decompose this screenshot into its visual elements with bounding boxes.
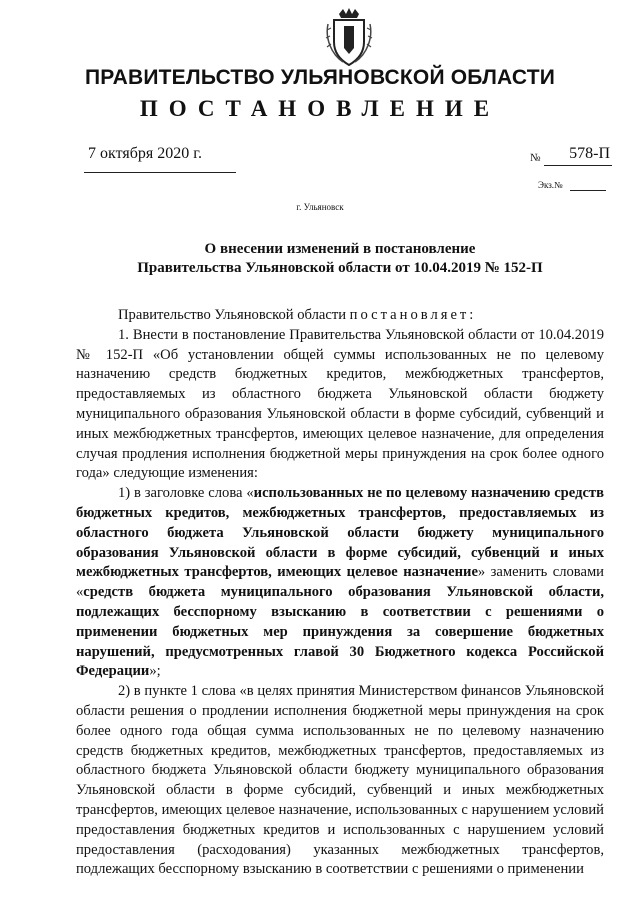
document-type-title: ПОСТАНОВЛЕНИЕ [139,96,501,121]
coat-of-arms-icon [325,8,373,66]
document-subject [0,240,640,278]
document-number: 578-П [569,145,610,162]
document-body [76,306,604,880]
intro-lead: Правительство Ульяновской области [118,307,350,323]
city: г. Ульяновск [296,202,344,212]
subitem-1-text-a: 1) в заголовке слова « [118,485,254,502]
number-underline [544,165,612,166]
subject-line-1: О внесении изменений в постановление [204,241,476,257]
subitem-1-new-words: средств бюджета муниципального образования Ульяновской области, подлежащих бесспорному взысканию в соответствии с решениями о применении бюджетных мер принуждения за совершение бюджетных нарушений, предусмотренных главой 30 Бюджетного кодекса Российской Федерации [76,584,604,680]
government-title: ПРАВИТЕЛЬСТВО УЛЬЯНОВСКОЙ ОБЛАСТИ [84,66,556,89]
subitem-1-old-words: использованных не по целевому назначению средств бюджетных кредитов, межбюджетных трансфертов, предоставляемых из областного бюджета Ульяновской области бюджету муниципального образования Ульяновской области в форме субсидий, субвенций и иных межбюджетных трансфертов, имеющих целевое назначение [76,485,604,581]
intro-paragraph [76,306,604,326]
date-underline [84,172,236,173]
copy-number-label: Экз.№ [538,180,563,190]
intro-verb: постановляет: [349,307,477,323]
copy-number-underline [570,190,606,191]
item-1-paragraph: 1. Внести в постановление Правительства Ульяновской области от 10.04.2019 № 152-П «Об установлении общей суммы использованных не по целевому назначению средств бюджетных кредитов, межбюджетных трансфертов, предоставляемых из областного бюджета Ульяновской области бюджету муниципального образования Ульяновской области в форме субсидий, субвенций и иных межбюджетных трансфертов, имеющих целевое назначение, для определения случая продления исполнения бюджетной меры принуждения на срок более одного года» следующие изменения: [76,326,604,482]
subitem-1-text-e: »; [149,663,161,680]
number-sign: № [530,152,541,164]
document-date: 7 октября 2020 г. [88,145,202,162]
subitem-1-paragraph [76,484,604,682]
subject-line-2: Правительства Ульяновской области от 10.04.2019 № 152-П [137,260,543,276]
subitem-2-paragraph: 2) в пункте 1 слова «в целях принятия Министерством финансов Ульяновской области решения о продлении исполнения бюджетной меры принуждения на срок более одного года общая сумма использованных не по целевому назначению средств бюджетных кредитов, межбюджетных трансфертов, предоставляемых из областного бюджета Ульяновской области бюджету муниципального образования Ульяновской области в форме субсидий, субвенций и иных межбюджетных трансфертов, имеющих целевое назначение, использованных с нарушением условий предоставления бюджетных кредитов и использованных с нарушением условий предоставления (расходования) указанных межбюджетных трансфертов, подлежащих бесспорному взысканию в соответствии с решениями о применении [76,683,604,878]
subitem-1-text-c: » заменить словами « [76,564,604,601]
